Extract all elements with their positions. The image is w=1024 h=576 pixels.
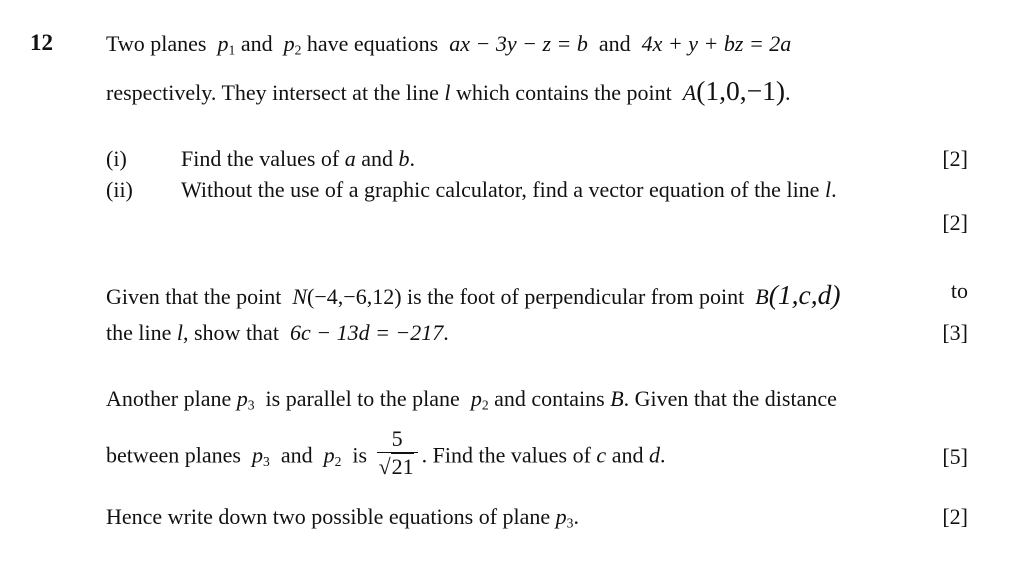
equation-plane-2: 4x + y + bz = 2a xyxy=(641,31,792,56)
part-ii-pre: Without the use of a graphic calculator, find a vector equation of the line xyxy=(181,177,820,202)
perp-text-1: Given that the point xyxy=(106,284,282,309)
plane3-text-2: is parallel to the plane xyxy=(265,386,460,411)
hence-text-1: Hence write down two possible equations of plane xyxy=(106,504,551,529)
plane3-text-5: between planes xyxy=(106,442,241,468)
perp-equation: 6c − 13d = −217 xyxy=(289,320,444,345)
part-ii-text xyxy=(181,177,837,203)
part-i-label: (i) xyxy=(106,146,127,171)
plane3-text-4: . Given that the distance xyxy=(623,386,837,411)
part-i-marks: [2] xyxy=(942,146,968,171)
part-i-var-b: b xyxy=(398,146,410,171)
plane3-subscript-3: 3 xyxy=(247,397,255,413)
intro-line-1 xyxy=(106,31,791,57)
plane3-text-3: and contains xyxy=(494,386,605,411)
point-symbol-b: B xyxy=(755,284,769,309)
equation-plane-1: ax − 3y − z = b xyxy=(449,31,588,56)
point-a-coords: (1,0,−1) xyxy=(696,75,786,106)
perp-text-4: the line xyxy=(106,320,172,345)
plane-subscript-1: 1 xyxy=(228,42,236,58)
plane3-subscript-2-b: 2 xyxy=(334,453,342,469)
plane3-text-1: Another plane xyxy=(106,386,232,411)
perp-text-6: . xyxy=(443,320,449,345)
intro-line-2 xyxy=(106,74,791,107)
part-i-text xyxy=(181,146,415,172)
part-ii-label: (ii) xyxy=(106,177,133,202)
plane-symbol-p2: p xyxy=(283,31,295,56)
perp-line-symbol-l: l xyxy=(176,320,183,345)
intro-text-2: and xyxy=(240,31,273,56)
perp-text-5: , show that xyxy=(183,320,279,345)
point-b-coords: (1,c,d) xyxy=(768,279,841,310)
plane3-var-c: c xyxy=(596,442,607,468)
question-number: 12 xyxy=(30,30,53,55)
plane3-symbol-p2: p xyxy=(470,386,482,411)
plane3-text-10: . xyxy=(659,442,666,468)
intro-text-5: respectively. They intersect at the line xyxy=(106,80,439,105)
part-i-pre: Find the values of xyxy=(181,146,340,171)
perp-text-to: to xyxy=(950,278,968,303)
part-ii-var-l: l xyxy=(824,177,832,202)
plane3-text-7: is xyxy=(352,442,368,468)
plane3-point-b: B xyxy=(610,386,624,411)
intro-text-6: which contains the point xyxy=(456,80,672,105)
perp-line-2 xyxy=(106,320,449,346)
point-symbol-n: N xyxy=(292,284,308,309)
perp-text-2: is the foot of perpendicular from point xyxy=(407,284,745,309)
plane-symbol-p1: p xyxy=(217,31,229,56)
line-symbol-l: l xyxy=(444,80,451,105)
intro-text-1: Two planes xyxy=(106,31,207,56)
part-i-mid: and xyxy=(361,146,394,171)
plane3-text-8: . Find the values of xyxy=(421,442,591,468)
intro-text-3: have equations xyxy=(306,31,439,56)
plane-subscript-2: 2 xyxy=(294,42,302,58)
fraction-numerator: 5 xyxy=(391,426,403,451)
hence-subscript-3: 3 xyxy=(566,515,574,531)
part-ii-post: . xyxy=(831,177,837,202)
plane3-subscript-3-b: 3 xyxy=(263,453,270,469)
plane3-subscript-2: 2 xyxy=(481,397,489,413)
plane3-line-1 xyxy=(106,386,837,412)
part-i-var-a: a xyxy=(344,146,356,171)
hence-text-2: . xyxy=(573,504,579,529)
plane3-symbol-p3-b: p xyxy=(252,442,263,468)
plane3-symbol-p2-b: p xyxy=(323,442,335,468)
point-symbol-a: A xyxy=(682,80,697,105)
part-ii-marks: [2] xyxy=(942,210,968,235)
intro-text-7: . xyxy=(785,80,791,105)
hence-symbol-p3: p xyxy=(555,504,567,529)
plane3-line-2 xyxy=(106,426,666,485)
fraction-denominator: √21 xyxy=(377,452,418,480)
plane3-symbol-p3: p xyxy=(236,386,248,411)
plane3-text-6: and xyxy=(280,442,313,468)
part-i-post: . xyxy=(409,146,416,171)
sqrt-radicand: 21 xyxy=(391,454,414,480)
intro-text-4: and xyxy=(598,31,631,56)
plane3-text-9: and xyxy=(611,442,644,468)
plane3-marks: [5] xyxy=(942,444,968,469)
hence-marks: [2] xyxy=(942,504,968,529)
perp-line-1 xyxy=(106,278,841,311)
hence-line xyxy=(106,504,579,530)
plane3-var-d: d xyxy=(648,442,660,468)
distance-fraction xyxy=(377,426,418,481)
perp-marks: [3] xyxy=(942,320,968,345)
point-n-coords: (−4,−6,12) xyxy=(307,284,402,309)
